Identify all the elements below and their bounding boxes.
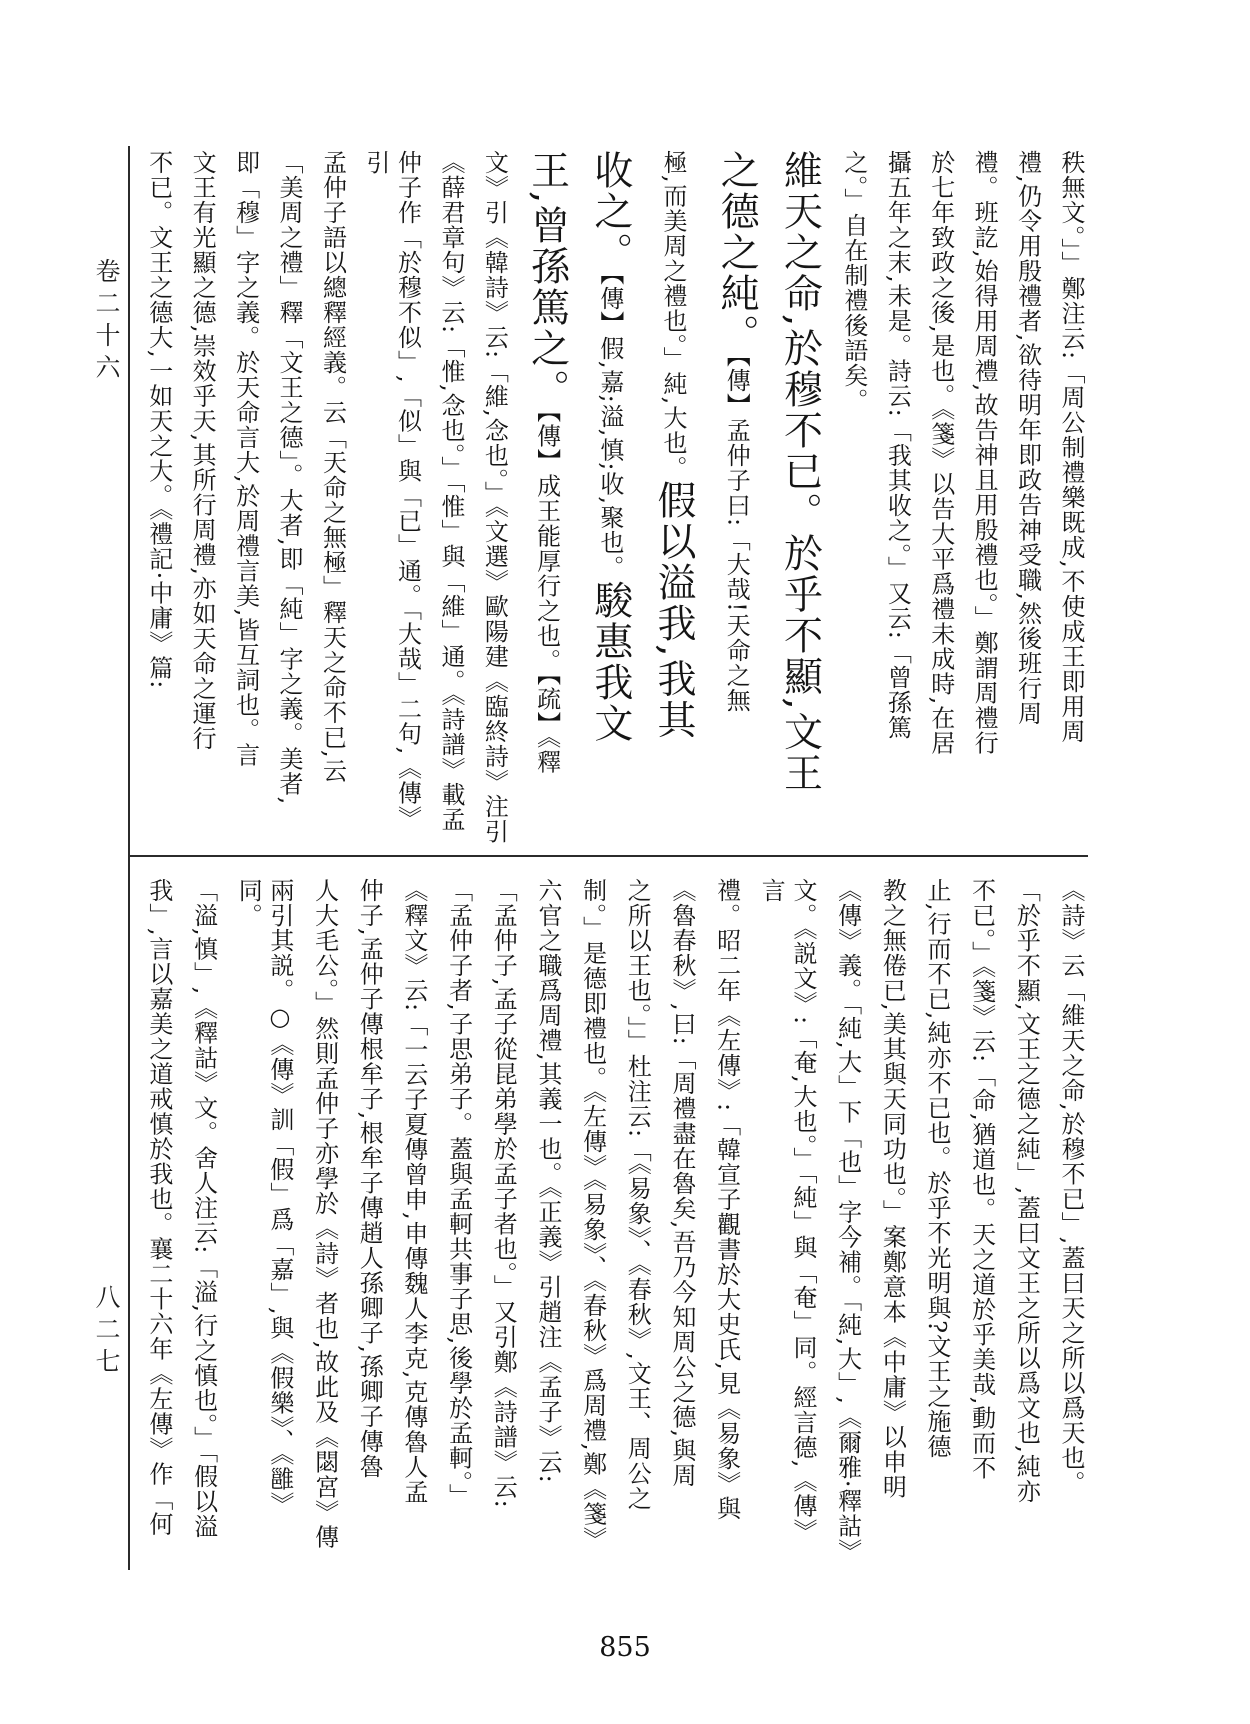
bottom-text-block bbox=[142, 878, 1086, 1564]
text-column bbox=[272, 150, 304, 848]
classic-text-segment: 維天之命,於穆不已。於乎不顯,文王 bbox=[777, 150, 823, 794]
commentary-text-segment: 之。」自在制禮後語矣。 bbox=[839, 150, 868, 413]
commentary-text-segment: 攝五年之末,未是。詩云:「我其收之。」又云:「曾孫篤 bbox=[883, 150, 912, 740]
text-column bbox=[397, 878, 429, 1564]
text-column bbox=[576, 878, 608, 1564]
commentary-text-segment: 禮。昭二年《左傳》:「韓宣子觀書於大史氏,見《易象》與 bbox=[712, 878, 741, 1521]
text-column bbox=[229, 150, 261, 848]
commentary-text-segment: 六官之職爲周禮,其義一也。《正義》引趙注《孟子》云: bbox=[533, 878, 562, 1484]
commentary-text-segment: 極,而美周之禮也。」純,大也。 bbox=[659, 150, 688, 481]
commentary-text-segment: 【傳】成王能厚行之也。【疏】《釋 bbox=[532, 410, 561, 775]
commentary-text-segment: 【傳】孟仲子曰:「大哉!天命之無 bbox=[722, 355, 751, 713]
text-column bbox=[965, 878, 997, 1564]
classic-text-segment: 假以溢我,我其 bbox=[651, 480, 697, 741]
text-column bbox=[1054, 878, 1086, 1564]
commentary-text-segment: 我」,言以嘉美之道戒慎於我也。襄二十六年《左傳》作「何 bbox=[144, 878, 173, 1537]
text-column bbox=[711, 150, 762, 848]
commentary-text-segment: 「孟仲子,孟子從昆弟學於孟子者也。」又引鄭《詩譜》云: bbox=[489, 878, 518, 1509]
text-column bbox=[359, 150, 422, 848]
commentary-text-segment: 於七年致政之後,是也。《箋》以告大平爲禮未成時,在居 bbox=[926, 150, 955, 756]
commentary-text-segment: 教之無倦已,美其與天同功也。」案鄭意本《中庸》以申明 bbox=[878, 878, 907, 1500]
text-column bbox=[187, 878, 219, 1564]
left-frame-rule bbox=[128, 146, 130, 1570]
commentary-text-segment: 之所以王也。」」杜注云:「《易象》、《春秋》,文王、周公之 bbox=[623, 878, 652, 1511]
commentary-text-segment: 《釋文》云:「一云子夏傳曾申,申傳魏人李克,克傳魯人孟 bbox=[399, 878, 428, 1505]
commentary-text-segment: 不已。文王之德大,一如天之大。《禮記·中庸》篇: bbox=[144, 150, 173, 690]
commentary-text-segment: 文》引《韓詩》云:「維,念也。」《文選》歐陽建《臨終詩》注引 bbox=[480, 150, 509, 844]
classic-text-segment: 收之。 bbox=[587, 150, 633, 273]
text-column bbox=[665, 878, 697, 1564]
classic-text-segment: 駿惠我文 bbox=[587, 580, 633, 745]
text-column bbox=[478, 150, 510, 848]
text-column bbox=[232, 878, 295, 1564]
commentary-text-segment: 文。《説文》:「奄,大也。」「純」與「奄」同。經言德,《傳》言 bbox=[757, 878, 817, 1544]
text-column bbox=[1010, 878, 1042, 1564]
text-column bbox=[710, 878, 742, 1564]
commentary-text-segment: 《傳》義。「純,大」下「也」字今補。「純,大」,《爾雅·釋詁》 bbox=[833, 878, 862, 1564]
text-column bbox=[308, 878, 340, 1564]
commentary-text-segment: 「孟仲子者,子思弟子。蓋與孟軻共事子思,後學於孟軻。」 bbox=[444, 878, 473, 1509]
commentary-text-segment: 文王有光顯之德,崇效乎天,其所行周禮,亦如天命之運行 bbox=[188, 150, 217, 751]
text-column bbox=[186, 150, 218, 848]
text-column bbox=[584, 150, 635, 848]
text-column bbox=[774, 150, 825, 848]
commentary-text-segment: 《魯春秋》,曰:「周禮盡在魯矣,吾乃今知周公之德,與周 bbox=[667, 878, 696, 1488]
text-column bbox=[1011, 150, 1043, 848]
text-column bbox=[442, 878, 474, 1564]
text-column bbox=[353, 878, 385, 1564]
text-column bbox=[837, 150, 869, 848]
commentary-text-segment: 仲子作「於穆不似」,「似」與「已」通。「大哉」二句,《傳》引 bbox=[361, 150, 422, 831]
commentary-text-segment: 【傳】假,嘉;溢,慎;收,聚也。 bbox=[595, 273, 624, 581]
commentary-text-segment: 制。」是德即禮也。《左傳》《易象》、《春秋》爲周禮,鄭《箋》 bbox=[578, 878, 607, 1552]
text-column bbox=[881, 150, 913, 848]
text-column bbox=[487, 878, 519, 1564]
commentary-text-segment: 「於乎不顯,文王之德之純」,蓋曰文王之所以爲文也,純亦 bbox=[1012, 878, 1041, 1504]
text-column bbox=[648, 150, 699, 848]
commentary-text-segment: 秩無文。」」鄭注云:「周公制禮樂既成,不使成王即用周 bbox=[1057, 150, 1085, 744]
top-text-block bbox=[142, 150, 1086, 848]
text-column bbox=[920, 878, 952, 1564]
block-divider bbox=[128, 855, 1088, 857]
text-column bbox=[621, 878, 653, 1564]
folio-label: 八二七 bbox=[92, 1284, 121, 1380]
text-column bbox=[531, 878, 563, 1564]
text-column bbox=[1054, 150, 1086, 848]
commentary-text-segment: 「溢,慎」,《釋詁》文。舍人注云:「溢,行之慎也。」「假以溢 bbox=[189, 878, 218, 1539]
text-column bbox=[316, 150, 348, 848]
text-column bbox=[967, 150, 999, 848]
commentary-text-segment: 人大毛公。」然則孟仲子亦學於《詩》者也,故此及《閟宮》傳 bbox=[310, 878, 339, 1550]
commentary-text-segment: 兩引其説。○《傳》訓「假」爲「嘉」,與《假樂》、《雝》同。 bbox=[234, 878, 294, 1517]
commentary-text-segment: 仲子,孟仲子傳根牟子,根牟子傳趙人孫卿子,孫卿子傳魯 bbox=[355, 878, 384, 1479]
text-column bbox=[521, 150, 572, 848]
commentary-text-segment: 孟仲子語以總釋經義。云「天命之無極」釋天之命不已,云 bbox=[318, 150, 347, 784]
commentary-text-segment: 止,行而不已,純亦不已也。於乎不光明與?文王之施德 bbox=[922, 878, 951, 1460]
page-number: 855 bbox=[599, 1632, 651, 1663]
text-column bbox=[142, 150, 174, 848]
volume-label: 卷二十六 bbox=[92, 258, 121, 386]
text-column bbox=[924, 150, 956, 848]
classic-text-segment: 王,曾孫篤之。 bbox=[524, 150, 570, 411]
commentary-text-segment: 《薛君章句》云:「惟,念也。」「惟」與「維」通。《詩譜》載孟 bbox=[436, 150, 465, 832]
text-column bbox=[434, 150, 466, 848]
text-column bbox=[876, 878, 908, 1564]
text-column bbox=[755, 878, 818, 1564]
commentary-text-segment: 不已。」《箋》云:「命,猶道也。天之道於乎美哉,動而不 bbox=[967, 878, 996, 1481]
commentary-text-segment: 禮,仍令用殷禮者,欲待明年即政告神受職,然後班行周 bbox=[1013, 150, 1042, 726]
commentary-text-segment: 禮。班訖,始得用周禮,故告神且用殷禮也。」鄭謂周禮行 bbox=[970, 150, 999, 756]
text-column bbox=[831, 878, 863, 1564]
commentary-text-segment: 「美周之禮」釋「文王之德」。大者,即「純」字之義。美者, bbox=[275, 150, 304, 806]
text-column bbox=[142, 878, 174, 1564]
classic-text-segment: 之德之純。 bbox=[714, 150, 760, 355]
commentary-text-segment: 即「穆」字之義。於天命言大,於周禮言美,皆互詞也。言 bbox=[231, 150, 260, 768]
commentary-text-segment: 《詩》云「維天之命,於穆不已」,蓋曰天之所以爲天也。 bbox=[1057, 878, 1085, 1496]
